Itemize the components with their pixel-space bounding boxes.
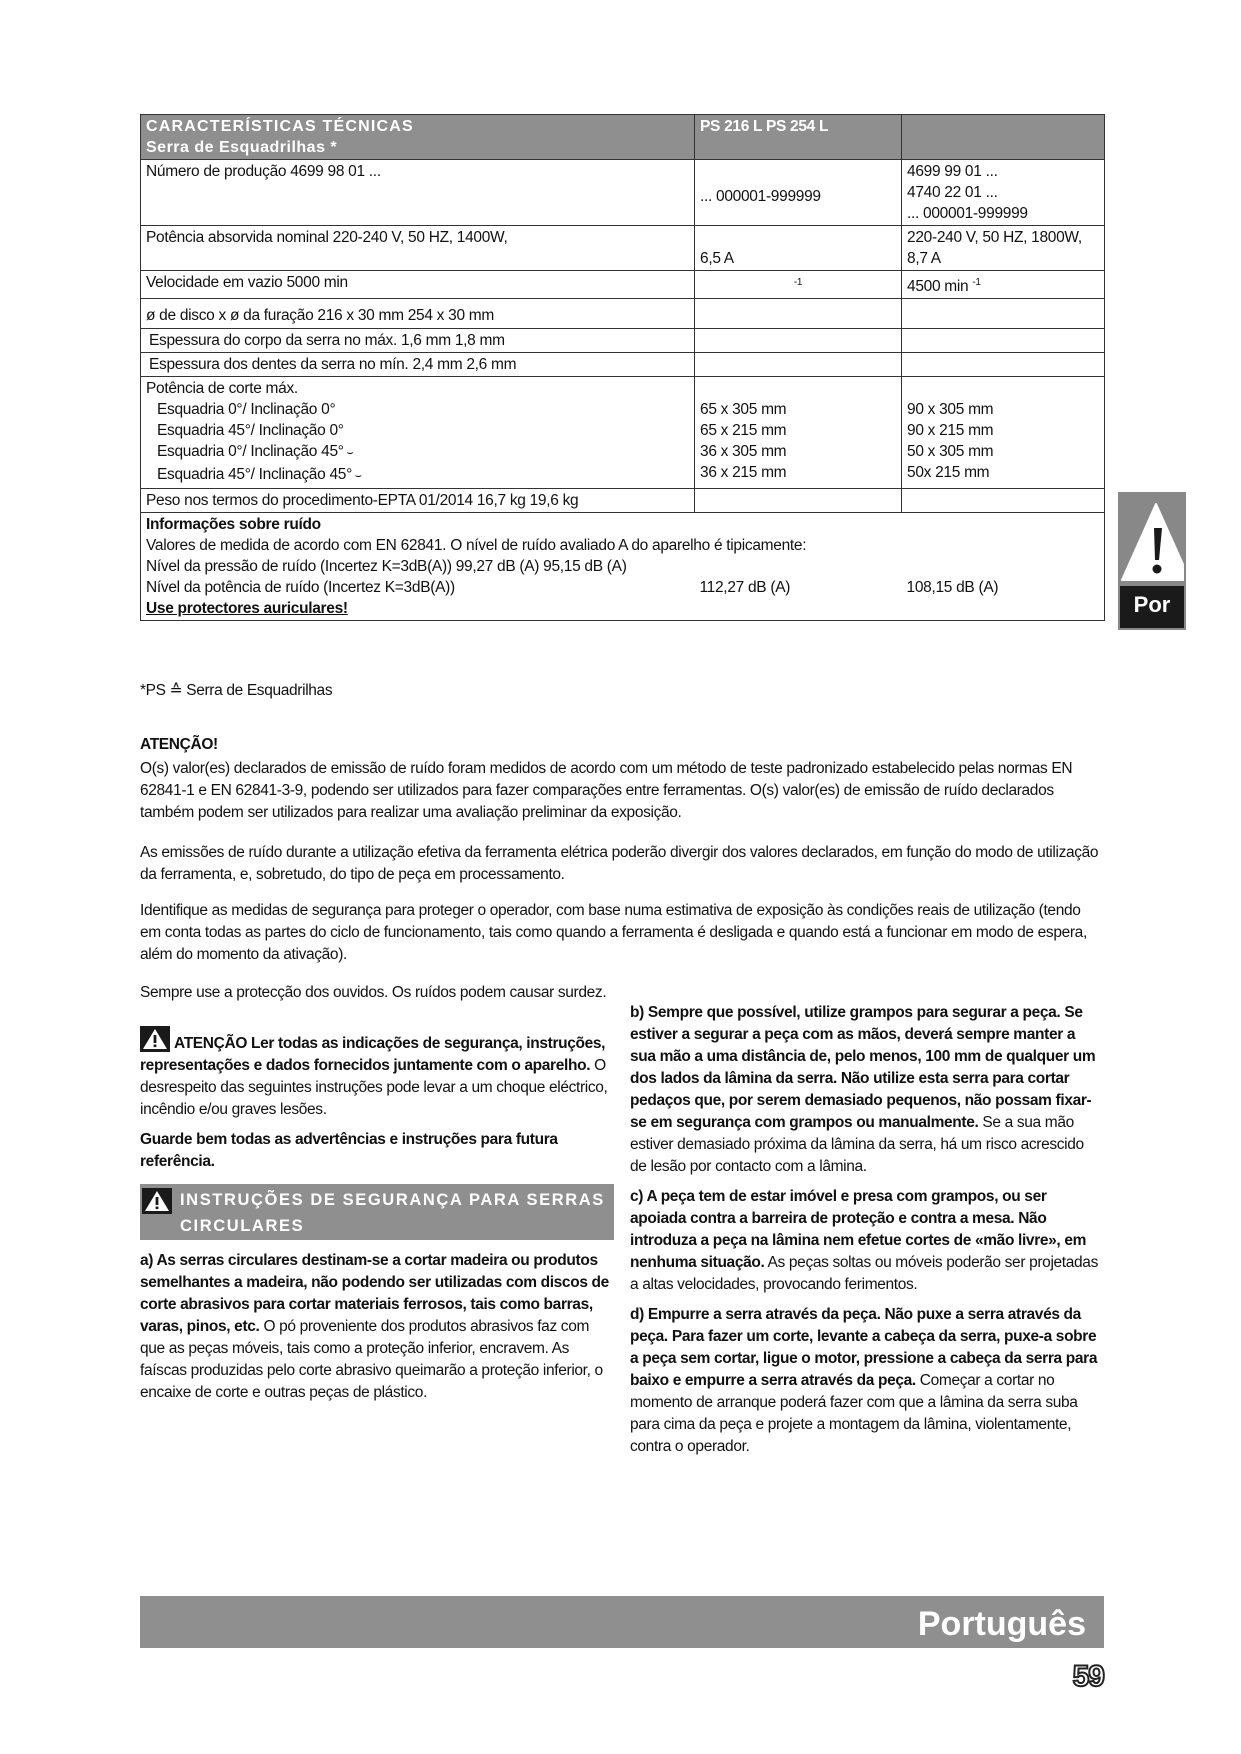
cut-row-label-1: Esquadria 45°/ Inclinação 0° (157, 422, 344, 440)
prod-c3 (902, 160, 1105, 226)
table-row (141, 160, 1105, 226)
cut-c3-1: 90 x 215 mm (907, 422, 994, 440)
noise-power: Nível da potência de ruído (Incertez K=3dB(A)) (146, 579, 455, 597)
table-row (141, 329, 1105, 353)
page-number: 59 (1072, 1660, 1104, 1693)
table-subtitle: Serra de Esquadrilhas * (146, 139, 338, 156)
attention-paragraph-2: As emissões de ruído durante a utilização efetiva da ferramenta elétrica poderão divergir dos valores declarados, em função do modo de utilização da ferramenta, e, sobretudo, do tipo de peça em processamento. (140, 844, 1099, 883)
table-row (141, 353, 1105, 377)
power-c3-l1: 220-240 V, 50 HZ, 1800W, (907, 229, 1082, 246)
speed-c3 (902, 271, 1105, 299)
noise-c2 (695, 513, 902, 621)
warning-icon (142, 1188, 172, 1214)
speed-label: Velocidade em vazio 5000 min (141, 271, 695, 299)
power-c2: 6,5 A (695, 226, 902, 271)
empty-cell (695, 329, 902, 353)
left-column-top (140, 1026, 614, 1181)
empty-cell (902, 299, 1105, 329)
instruction-b-text: Se a sua mão estiver demasiado próxima da lâmina da serra, há um risco acrescido de lesão por contacto com a lâmina. (630, 1114, 1084, 1175)
instruction-c-text: As peças soltas ou móveis poderão ser projetadas a altas velocidades, provocando ferimentos. (630, 1254, 1098, 1293)
attention-paragraph-3: Identifique as medidas de segurança para proteger o operador, com base numa estimativa de exposição às condições reais de utilização (tendo em conta todas as partes do ciclo de funcionamento, tais como quando a ferramenta é desligada e quando está a funcionar em modo de espera, além do momento da ativação). (140, 902, 1087, 963)
cut-c3 (902, 377, 1105, 489)
prod-c2: ... 000001-999999 (695, 160, 902, 226)
speed-c2-sup: -1 (793, 277, 803, 288)
cut-row-label-2: Esquadria 0°/ Inclinação 45° (157, 443, 344, 461)
instruction-c-bold: c) A peça tem de estar imóvel e presa com grampos, ou ser apoiada contra a barreira de proteção e contra a mesa. Não introduza a peça na lâmina nem efetue cortes de «mão livre», em nenhuma situação. (630, 1188, 1087, 1271)
teeth-label-text: Espessura dos dentes da serra no mín. 2,4 mm 2,6 mm (149, 356, 517, 374)
attention-paragraph-4: Sempre use a protecção dos ouvidos. Os ruídos podem causar surdez. (140, 984, 607, 1001)
instruction-d-text: Começar a cortar no momento de arranque poderá fazer com que a lâmina da serra suba para cima da peça e projete a montagem da lâmina, violentamente, contra o operador. (630, 1372, 1078, 1455)
attention-heading: ATENÇÃO! (140, 736, 218, 753)
side-tab-language: Por (1133, 592, 1171, 617)
general-warning-bold: ATENÇÃO Ler todas as indicações de segurança, instruções, representações e dados fornecidos juntamente com o aparelho. (140, 1035, 606, 1074)
noise-title: Informações sobre ruído (146, 516, 321, 534)
spec-table (140, 114, 1105, 621)
noise-power-c3: 108,15 dB (A) (906, 579, 999, 597)
table-row (141, 377, 1105, 489)
instruction-b-bold: b) Sempre que possível, utilize grampos para segurar a peça. Se estiver a segurar a peça com as mãos, deverá sempre manter a sua mão a uma distância de, pelo menos, 100 mm de qualquer um dos lados da lâmina da serra. Não utilize esta serra para cortar pedaços que, por serem demasiado pequenos, não possam fixar-se em segurança com grampos ou manualmente. (630, 1004, 1096, 1131)
instruction-a (140, 1250, 614, 1404)
general-warning (140, 1026, 614, 1121)
instruction-c (630, 1186, 1104, 1296)
bevel-icon: ⌣ (352, 470, 362, 483)
weight-label: Peso nos termos do procedimento-EPTA 01/2014 16,7 kg 19,6 kg (141, 489, 695, 513)
disc-label: ø de disco x ø da furação 216 x 30 mm 254 x 30 mm (141, 299, 695, 329)
speed-c3-sup: -1 (972, 277, 981, 288)
body-label-text: Espessura do corpo da serra no máx. 1,6 mm 1,8 mm (149, 332, 505, 350)
empty-cell (695, 489, 902, 513)
prod-c3-l1: 4699 99 01 ... (907, 163, 998, 180)
section-heading-bar (140, 1184, 614, 1240)
empty-cell (902, 353, 1105, 377)
language-side-tab (1118, 492, 1186, 630)
table-row (141, 299, 1105, 329)
cut-row-label-2-wrap (146, 441, 689, 464)
prod-c3-l3: ... 000001-999999 (907, 205, 1028, 222)
bevel-icon: ⌣ (343, 447, 354, 460)
instruction-a-bold: a) As serras circulares destinam-se a cortar madeira ou produtos semelhantes a madeira, não podendo ser utilizadas com discos de corte abrasivos para cortar materiais ferrosos, tais como barras, varas, pinos, etc. (140, 1252, 609, 1335)
noise-pressure: Nível da pressão de ruído (Incertez K=3dB(A)) 99,27 dB (A) 95,15 dB (A) (146, 558, 627, 576)
prod-label: Número de produção 4699 98 01 ... (141, 160, 695, 226)
cut-c2-2: 36 x 305 mm (700, 443, 787, 461)
cut-c2 (695, 377, 902, 489)
instruction-a-text: O pó proveniente dos produtos abrasivos faz com que as peças móveis, tais como a proteção inferior, encravem. As faíscas produzidas pelo corte abrasivo queimarão a proteção inferior, o encaixe de corte e outras peças de plástico. (140, 1318, 603, 1401)
footnote: *PS ≙ Serra de Esquadrilhas (140, 682, 333, 699)
table-models-cell: PS 216 L PS 254 L (695, 115, 902, 160)
noise-power-c2: 112,27 dB (A) (699, 579, 791, 597)
warning-triangle-icon (1120, 502, 1184, 586)
prod-c3-l2: 4740 22 01 ... (907, 184, 998, 201)
cut-row-label-0: Esquadria 0°/ Inclinação 0° (157, 401, 336, 419)
cut-row-label-3-wrap (146, 464, 689, 487)
power-label: Potência absorvida nominal 220-240 V, 50 HZ, 1400W, (141, 226, 695, 271)
section-heading: INSTRUÇÕES DE SEGURANÇA PARA SERRAS CIRCULARES (180, 1191, 605, 1235)
general-warning-text: O desrespeito das seguintes instruções pode levar a um choque eléctrico, incêndio e/ou graves lesões. (140, 1057, 608, 1118)
table-header-row (141, 115, 1105, 160)
empty-cell (902, 489, 1105, 513)
table-row (141, 271, 1105, 299)
instruction-d (630, 1304, 1104, 1458)
cut-c2-3: 36 x 215 mm (700, 464, 787, 482)
table-title: CARACTERÍSTICAS TÉCNICAS (146, 118, 414, 135)
table-row (141, 489, 1105, 513)
speed-c3-value: 4500 min (907, 278, 969, 296)
cut-c3-3: 50x 215 mm (907, 464, 990, 482)
empty-cell (695, 353, 902, 377)
cut-c3-2: 50 x 305 mm (907, 443, 994, 461)
left-column-bottom (140, 1250, 614, 1412)
attention-paragraph-1: O(s) valor(es) declarados de emissão de ruído foram medidos de acordo com um método de teste padronizado estabelecido pelas normas EN 62841-1 e EN 62841-3-9, podendo ser utilizados para fazer comparações entre ferramentas. O(s) valor(es) de emissão de ruído declarados também podem ser utilizados para realizar uma avaliação preliminar da exposição. (140, 760, 1073, 821)
instruction-d-bold: d) Empurre a serra através da peça. Não puxe a serra através da peça. Para fazer um corte, levante a cabeça da serra, puxe-a sobre a peça sem cortar, ligue o motor, pressione a cabeça da serra para baixo e empurre a serra através da peça. (630, 1306, 1098, 1389)
cut-c2-0: 65 x 305 mm (700, 401, 787, 419)
table-title-cell (141, 115, 695, 160)
cut-c2-1: 65 x 215 mm (700, 422, 787, 440)
cut-cell (141, 377, 695, 489)
table-row (141, 513, 1105, 621)
power-c3 (902, 226, 1105, 271)
speed-c2 (695, 271, 902, 299)
keep-instructions: Guarde bem todas as advertências e instruções para futura referência. (140, 1131, 558, 1170)
side-warning-area (1120, 494, 1184, 586)
cut-label: Potência de corte máx. (146, 380, 298, 398)
footer-language-bar: Português (140, 1596, 1104, 1648)
right-column (630, 1002, 1104, 1466)
cut-row-label-3: Esquadria 45°/ Inclinação 45° (157, 466, 352, 484)
table-row (141, 226, 1105, 271)
body-label (141, 329, 695, 353)
noise-ear: Use protectores auriculares! (146, 600, 348, 618)
power-c3-l2: 8,7 A (907, 250, 941, 267)
cut-c3-0: 90 x 305 mm (907, 401, 994, 419)
noise-intro: Valores de medida de acordo com EN 62841. O nível de ruído avaliado A do aparelho é tipicamente: (146, 537, 807, 555)
noise-c3 (902, 513, 1105, 621)
warning-icon (140, 1026, 170, 1052)
instruction-b (630, 1002, 1104, 1178)
empty-cell (902, 329, 1105, 353)
empty-cell (695, 299, 902, 329)
teeth-label (141, 353, 695, 377)
table-empty-header (902, 115, 1105, 160)
